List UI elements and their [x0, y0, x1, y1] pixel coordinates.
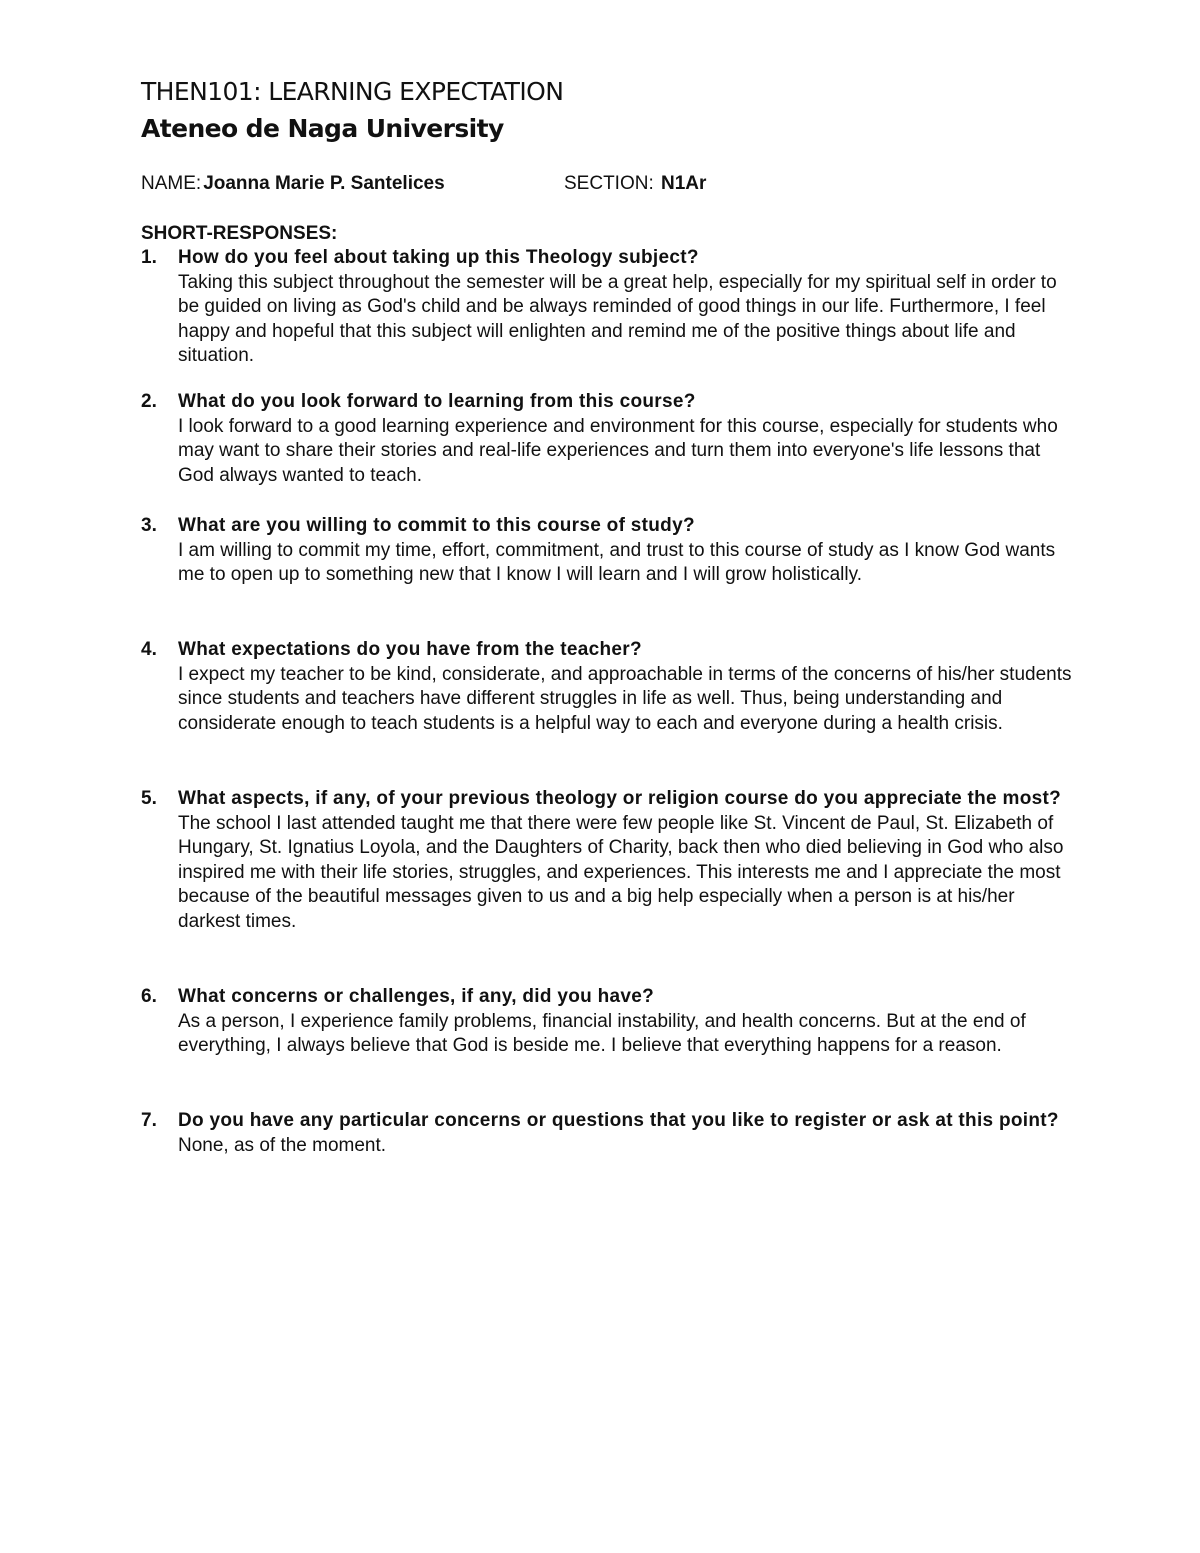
document-title: THEN101: LEARNING EXPECTATION — [141, 77, 564, 106]
item-number: 5. — [141, 788, 157, 809]
question-text: What aspects, if any, of your previous theology or religion course do you appreciate the most? — [178, 788, 1061, 809]
item-number: 7. — [141, 1110, 157, 1131]
response-item-4 — [141, 638, 1081, 736]
question-text: What do you look forward to learning from this course? — [178, 391, 696, 412]
short-responses-heading: SHORT-RESPONSES: — [141, 223, 338, 244]
name-value: Joanna Marie P. Santelices — [203, 173, 445, 194]
response-item-7 — [141, 1109, 1081, 1158]
answer-text: I am willing to commit my time, effort, commitment, and trust to this course of study as I know God wants me to open up to something new that I know I will learn and I will grow holistically. — [178, 539, 1056, 586]
section-label: SECTION: — [564, 173, 654, 194]
item-number: 6. — [141, 986, 157, 1007]
response-item-6 — [141, 985, 1081, 1059]
answer-text: None, as of the moment. — [178, 1134, 387, 1156]
item-number: 3. — [141, 515, 157, 536]
response-item-5 — [141, 787, 1081, 935]
answer-text: As a person, I experience family problems, financial instability, and health concerns. But at the end of everything, I always believe that God is beside me. I believe that everything happens for a reason. — [178, 1010, 1026, 1057]
item-number: 1. — [141, 247, 157, 268]
question-text: Do you have any particular concerns or questions that you like to register or ask at this point? — [178, 1110, 1059, 1131]
response-item-2 — [141, 390, 1081, 488]
answer-text: I expect my teacher to be kind, considerate, and approachable in terms of the concerns of his/her students since students and teachers have different struggles in life as well. Thus, being understanding and considerate enough to teach students is a helpful way to each and everyone during a health crisis. — [178, 663, 1072, 734]
section-field — [564, 172, 706, 196]
answer-text: I look forward to a good learning experience and environment for this course, especially for students who may want to share their stories and real-life experiences and turn them into everyone's life lessons that God always wanted to teach. — [178, 415, 1058, 486]
response-item-3 — [141, 514, 1081, 588]
answer-text: The school I last attended taught me that there were few people like St. Vincent de Paul, St. Elizabeth of Hungary, St. Ignatius Loyola, and the Daughters of Charity, back then who died believing in God who also inspired me with their life stories, struggles, and experiences. This interests me and I appreciate the most because of the beautiful messages given to us and a big help especially when a person is at his/her darkest times. — [178, 812, 1064, 932]
item-number: 4. — [141, 639, 157, 660]
question-text: How do you feel about taking up this Theology subject? — [178, 247, 699, 268]
name-field — [141, 172, 445, 196]
answer-text: Taking this subject throughout the semester will be a great help, especially for my spiritual self in order to be guided on living as God's child and be always reminded of good things in our life. Furthermore, I feel happy and hopeful that this subject will enlighten and remind me of the positive things about life and situation. — [178, 271, 1057, 367]
section-value: N1Ar — [661, 173, 707, 194]
question-text: What concerns or challenges, if any, did you have? — [178, 986, 655, 1007]
question-text: What expectations do you have from the teacher? — [178, 639, 642, 660]
university-name: Ateneo de Naga University — [141, 114, 504, 143]
item-number: 2. — [141, 391, 157, 412]
name-label: NAME: — [141, 173, 202, 194]
response-item-1 — [141, 246, 1081, 369]
question-text: What are you willing to commit to this course of study? — [178, 515, 695, 536]
